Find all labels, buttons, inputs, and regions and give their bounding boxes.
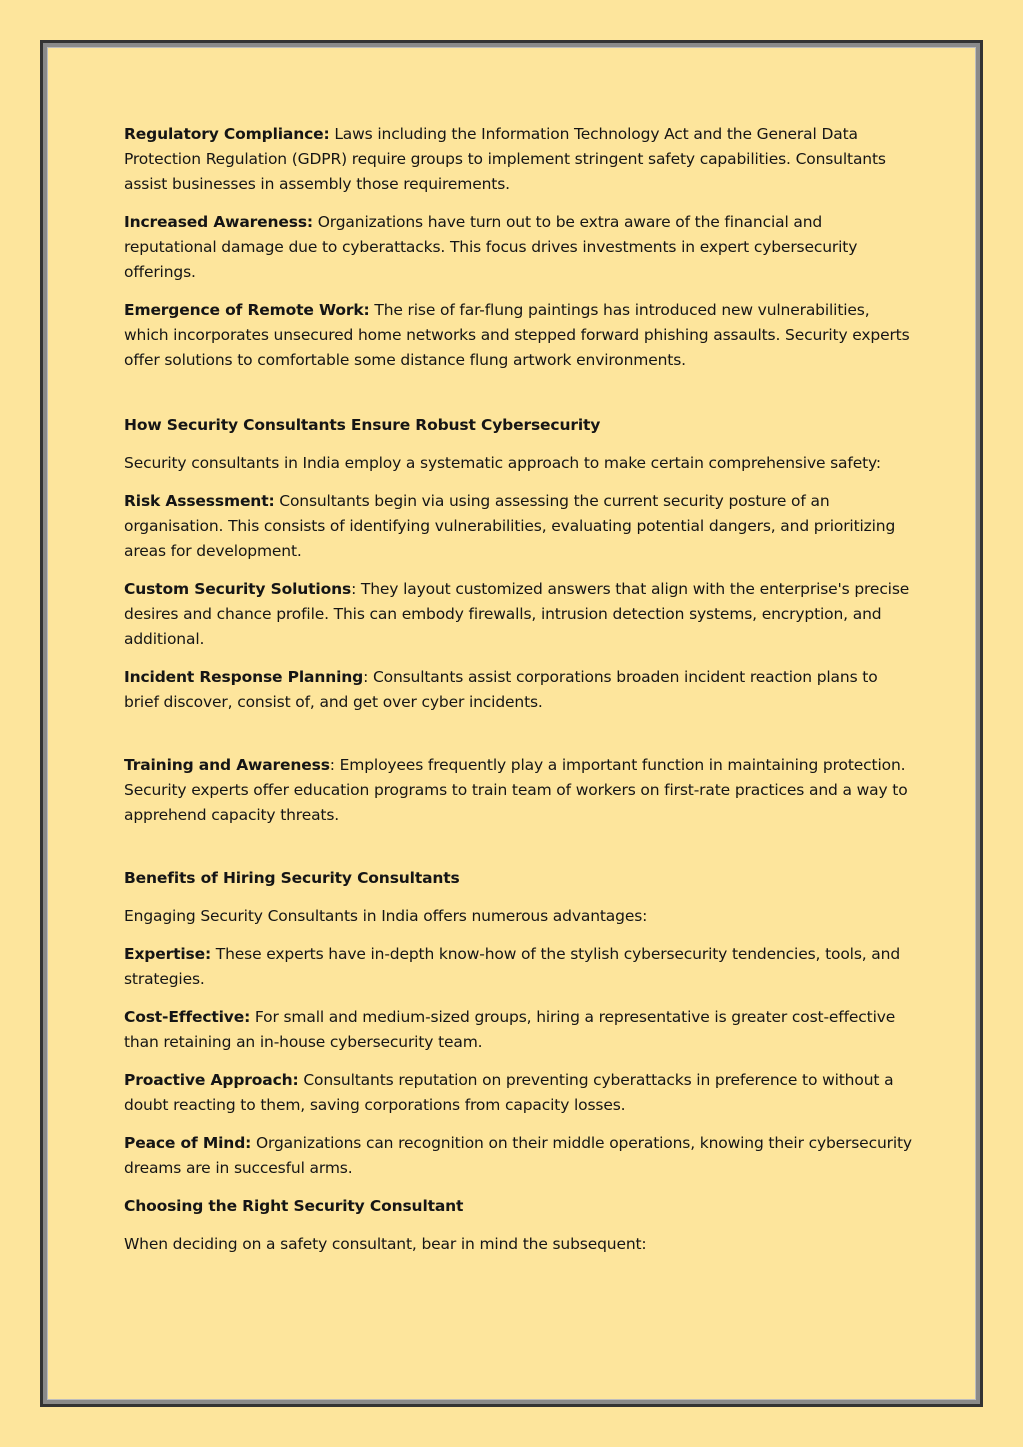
lead-term: Regulatory Compliance:	[124, 125, 330, 143]
paragraph-text: Laws including the Information Technology Act and the General Data Protection Regulation (GDPR) require groups to implement stringent safety capabilities. Consultants assist businesses in assembly those requirements.	[124, 125, 886, 193]
paragraph-text: : Consultants assist corporations broaden incident reaction plans to brief discover, consist of, and get over cyber incidents.	[124, 668, 878, 711]
paragraph-training-awareness	[124, 753, 914, 828]
paragraph-text: Organizations have turn out to be extra aware of the financial and reputational damage due to cyberattacks. This focus drives investments in expert cybersecurity offerings.	[124, 213, 858, 281]
lead-term: Proactive Approach:	[124, 1071, 299, 1089]
paragraph-text: These experts have in-depth know-how of the stylish cybersecurity tendencies, tools, and strategies.	[124, 945, 901, 988]
paragraph-peace-of-mind	[124, 1131, 914, 1181]
lead-term: Incident Response Planning	[124, 668, 364, 686]
paragraph-increased-awareness	[124, 210, 914, 285]
paragraph-proactive-approach	[124, 1068, 914, 1118]
heading-choosing-consultant: Choosing the Right Security Consultant	[124, 1197, 464, 1215]
lead-term: Emergence of Remote Work:	[124, 301, 370, 319]
paragraph-text: : They layout customized answers that align with the enterprise's precise desires and chance profile. This can embody firewalls, intrusion detection systems, encryption, and additional.	[124, 580, 910, 648]
lead-term: Increased Awareness:	[124, 213, 313, 231]
paragraph-intro-approach: Security consultants in India employ a systematic approach to make certain comprehensive safety:	[124, 454, 881, 472]
lead-term: Custom Security Solutions	[124, 580, 352, 598]
paragraph-text: Consultants reputation on preventing cyberattacks in preference to without a doubt reacting to them, saving corporations from capacity losses.	[124, 1071, 894, 1114]
paragraph-text: For small and medium-sized groups, hiring a representative is greater cost-effective than retaining an in-house cybersecurity team.	[124, 1008, 896, 1051]
paragraph-intro-choosing: When deciding on a safety consultant, bear in mind the subsequent:	[124, 1235, 647, 1253]
paragraph-regulatory-compliance	[124, 122, 914, 197]
lead-term: Cost-Effective:	[124, 1008, 251, 1026]
lead-term: Training and Awareness	[124, 756, 330, 774]
paragraph-risk-assessment	[124, 489, 914, 564]
heading-how-consultants-ensure: How Security Consultants Ensure Robust Cybersecurity	[124, 416, 601, 434]
lead-term: Expertise:	[124, 945, 211, 963]
paragraph-incident-response	[124, 665, 914, 715]
paragraph-intro-benefits: Engaging Security Consultants in India offers numerous advantages:	[124, 907, 648, 925]
document-body	[124, 122, 914, 1270]
lead-term: Peace of Mind:	[124, 1134, 252, 1152]
lead-term: Risk Assessment:	[124, 492, 275, 510]
paragraph-cost-effective	[124, 1005, 914, 1055]
paragraph-remote-work	[124, 298, 914, 373]
paragraph-text: : Employees frequently play a important function in maintaining protection. Security experts offer education programs to train team of workers on first-rate practices and a way to apprehend capacity threats.	[124, 756, 908, 824]
paragraph-text: Organizations can recognition on their middle operations, knowing their cybersecurity dreams are in succesful arms.	[124, 1134, 912, 1177]
paragraph-text: The rise of far-flung paintings has introduced new vulnerabilities, which incorporates unsecured home networks and stepped forward phishing assaults. Security experts offer solutions to comfortable some distance flung artwork environments.	[124, 301, 910, 369]
paragraph-text: Consultants begin via using assessing the current security posture of an organisation. This consists of identifying vulnerabilities, evaluating potential dangers, and prioritizing areas for development.	[124, 492, 896, 560]
paragraph-custom-solutions	[124, 577, 914, 652]
heading-benefits: Benefits of Hiring Security Consultants	[124, 869, 460, 887]
paragraph-expertise	[124, 942, 914, 992]
